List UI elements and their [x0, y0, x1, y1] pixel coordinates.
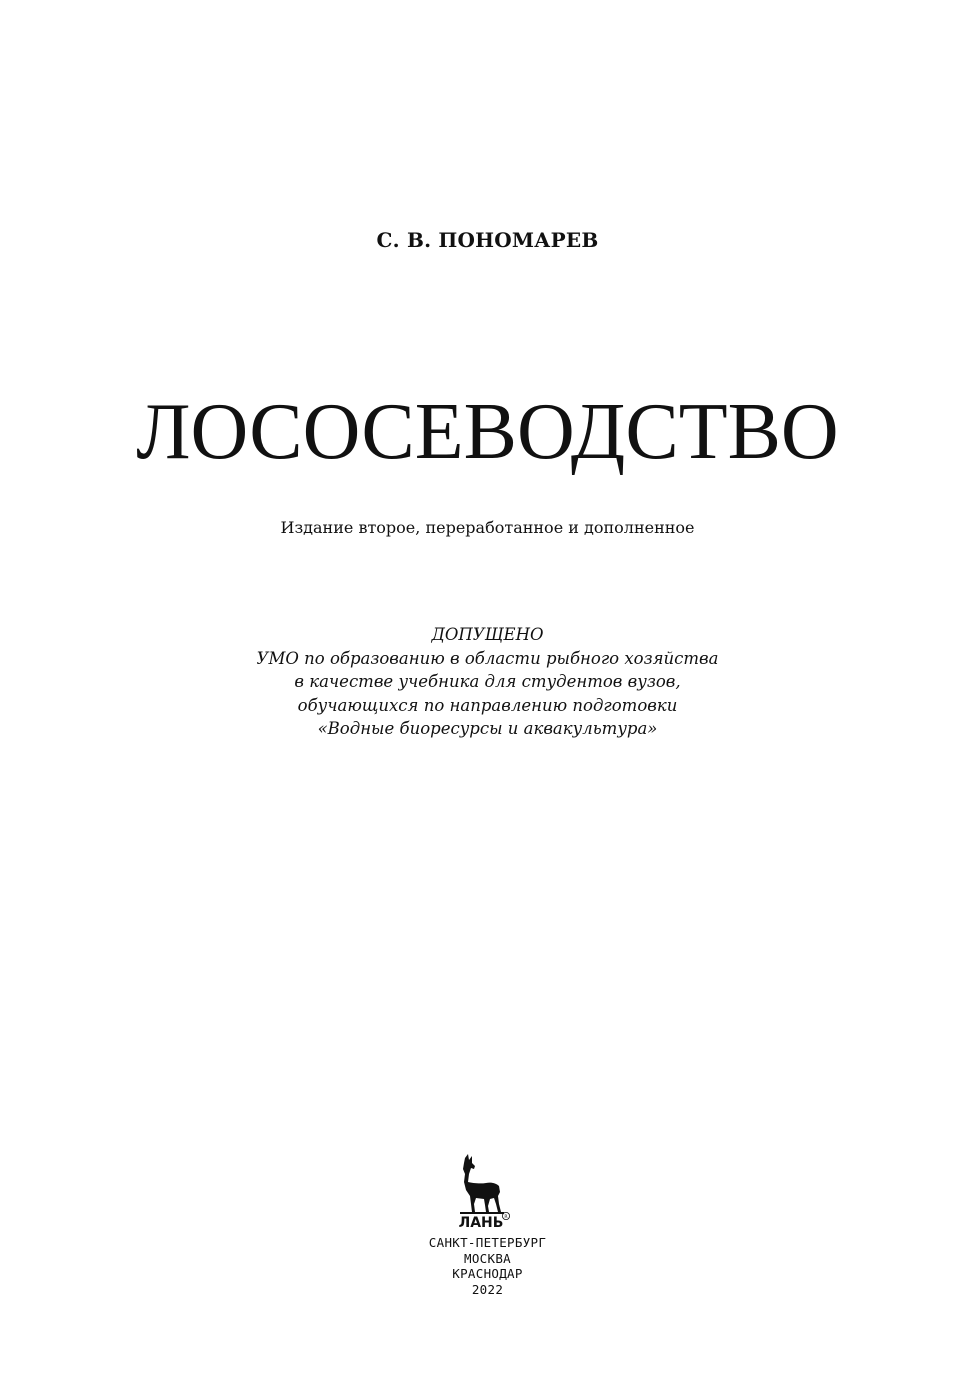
publisher-city: МОСКВА [464, 1250, 511, 1266]
approval-line: в качестве учебника для студентов вузов, [294, 672, 681, 691]
approval-heading: ДОПУЩЕНО [431, 625, 544, 644]
publisher-imprint [0, 1235, 975, 1297]
doe-deer-logo-icon [454, 1152, 514, 1230]
book-title: ЛОСОСЕВОДСТВО [136, 388, 839, 476]
logo-wordmark: ЛАНЬ [458, 1215, 504, 1230]
svg-text:R: R [504, 1215, 508, 1220]
publisher-city: САНКТ-ПЕТЕРБУРГ [428, 1235, 547, 1250]
approval-line: УМО по образованию в области рыбного хозяйства [256, 648, 719, 668]
author-name: С. В. ПОНОМАРЕВ [376, 228, 599, 252]
publication-year: 2022 [471, 1281, 504, 1297]
publisher-logo [454, 1152, 514, 1230]
approval-line: обучающихся по направлению подготовки [297, 695, 678, 715]
edition-note: Издание второе, переработанное и дополненное [280, 518, 695, 537]
approval-block [0, 623, 975, 741]
publisher-city: КРАСНОДАР [452, 1266, 523, 1281]
approval-line: «Водные биоресурсы и аквакультура» [317, 719, 658, 738]
